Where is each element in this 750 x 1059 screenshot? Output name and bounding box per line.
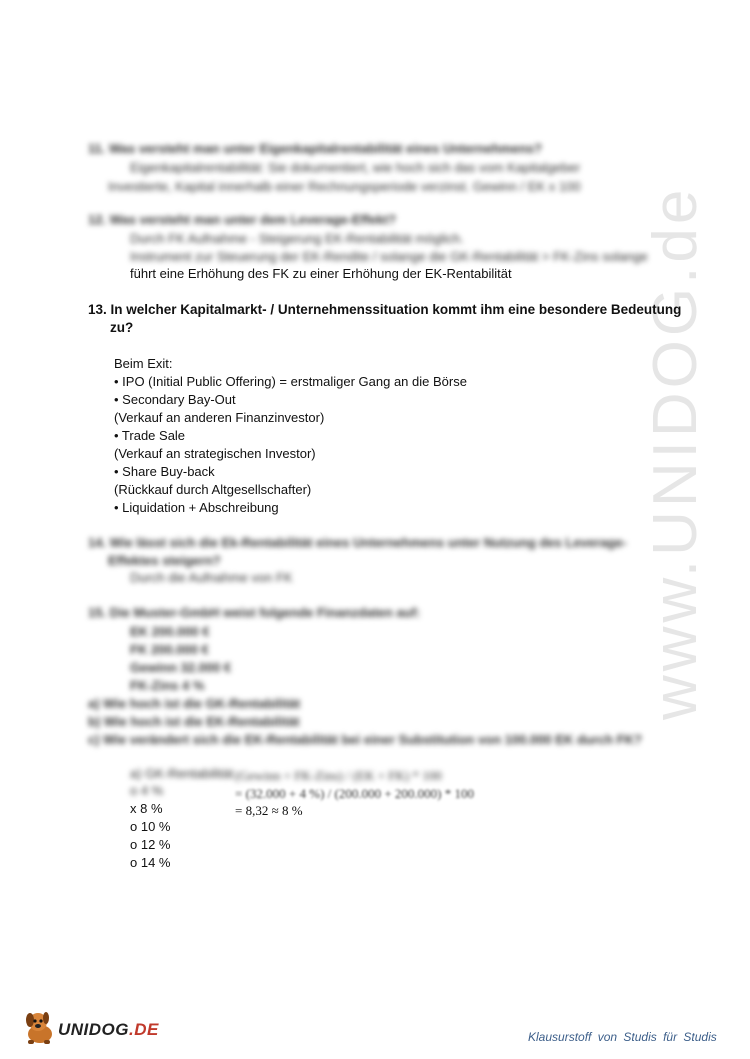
q13-answer-line: (Verkauf an strategischen Investor) <box>114 446 316 461</box>
q11-title: 11. Was versteht man unter Eigenkapitalrentabilität eines Unternehmens? <box>88 141 542 156</box>
q15-subquestion: c) Wie verändert sich die EK-Rentabilität bei einer Substitution von 100.000 EK durch FK? <box>88 732 642 747</box>
q15-subquestions <box>88 695 642 749</box>
q13-answer-line: • Share Buy-back <box>114 464 215 479</box>
q15-formula3: = 8,32 ≈ 8 % <box>235 803 303 818</box>
q12-line1: Durch FK Aufnahme - Steigerung EK-Rentabilität möglich. <box>130 231 464 246</box>
q15-option: o 12 % <box>130 837 171 852</box>
q15-data-item: FK-Zins 4 % <box>130 678 205 693</box>
q13-answer <box>114 355 467 517</box>
q15-data-item: Gewinn 32.000 € <box>130 660 232 675</box>
q15-option: o 10 % <box>130 819 171 834</box>
q13-answer-line: • Secondary Bay-Out <box>114 392 236 407</box>
q15-answer-label: a) GK-Rentabilität <box>130 766 234 781</box>
logo-wordmark: UNIDOG.DE <box>58 1020 159 1039</box>
q15-title: 15. Die Muster-GmbH weist folgende Finanzdaten auf: <box>88 605 421 620</box>
q15-subquestion: a) Wie hoch ist die GK-Rentabilität <box>88 696 301 711</box>
q12-line3: führt eine Erhöhung des FK zu einer Erhöhung der EK-Rentabilität <box>130 266 512 281</box>
q13-answer-line: Beim Exit: <box>114 356 173 371</box>
q13-answer-line: (Rückkauf durch Altgesellschafter) <box>114 482 312 497</box>
q12-title: 12. Was versteht man unter dem Leverage-Effekt? <box>88 212 397 227</box>
q11-line1: Eigenkapitalrentabilität: Sie dokumentiert, wie hoch sich das vom Kapitalgeber <box>130 160 581 175</box>
unidog-logo <box>22 1008 162 1048</box>
watermark: www.UNIDOG.de <box>641 185 710 720</box>
dog-mascot-icon <box>22 1008 62 1048</box>
q15-data <box>130 623 231 695</box>
q13-title-line2: zu? <box>110 320 134 335</box>
q13-answer-line: (Verkauf an anderen Finanzinvestor) <box>114 410 325 425</box>
q14-title-line2: Effektes steigern? <box>108 553 221 568</box>
q15-option: x 8 % <box>130 801 163 816</box>
q14-answer: Durch die Aufnahme von FK <box>130 570 293 585</box>
q15-subquestion: b) Wie hoch ist die EK-Rentabilität <box>88 714 300 729</box>
q15-data-item: FK 200.000 € <box>130 642 209 657</box>
q12-line2: Instrument zur Steuerung der EK-Rendite / solange die GK-Rentabilität > FK-Zins solange <box>130 249 648 264</box>
q15-options <box>130 800 170 872</box>
q14-title-line1: 14. Wie lässt sich die Ek-Rentabilität eines Unternehmens unter Nutzung des Leverage- <box>88 535 627 550</box>
q15-formula2: = (32.000 + 4 %) / (200.000 + 200.000) * 100 <box>235 786 475 801</box>
q13-answer-line: • Liquidation + Abschreibung <box>114 500 279 515</box>
q11-line2: Investierte, Kapital innerhalb einer Rechnungsperiode verzinst. Gewinn / EK x 100 <box>108 179 581 194</box>
q15-option: o 14 % <box>130 855 171 870</box>
q13-title-line1: 13. In welcher Kapitalmarkt- / Unternehmenssituation kommt ihm eine besondere Bedeutung <box>88 302 682 317</box>
q15-formula1: (Gewinn + FK-Zins) / (EK + FK) * 100 <box>235 768 442 783</box>
q15-option-hidden: o 4 % <box>130 783 164 798</box>
q13-answer-line: • Trade Sale <box>114 428 186 443</box>
q13-answer-line: • IPO (Initial Public Offering) = erstmaliger Gang an die Börse <box>114 374 467 389</box>
q15-data-item: EK 200.000 € <box>130 624 210 639</box>
footer-tagline: Klausurstoff von Studis für Studis <box>528 1030 717 1044</box>
